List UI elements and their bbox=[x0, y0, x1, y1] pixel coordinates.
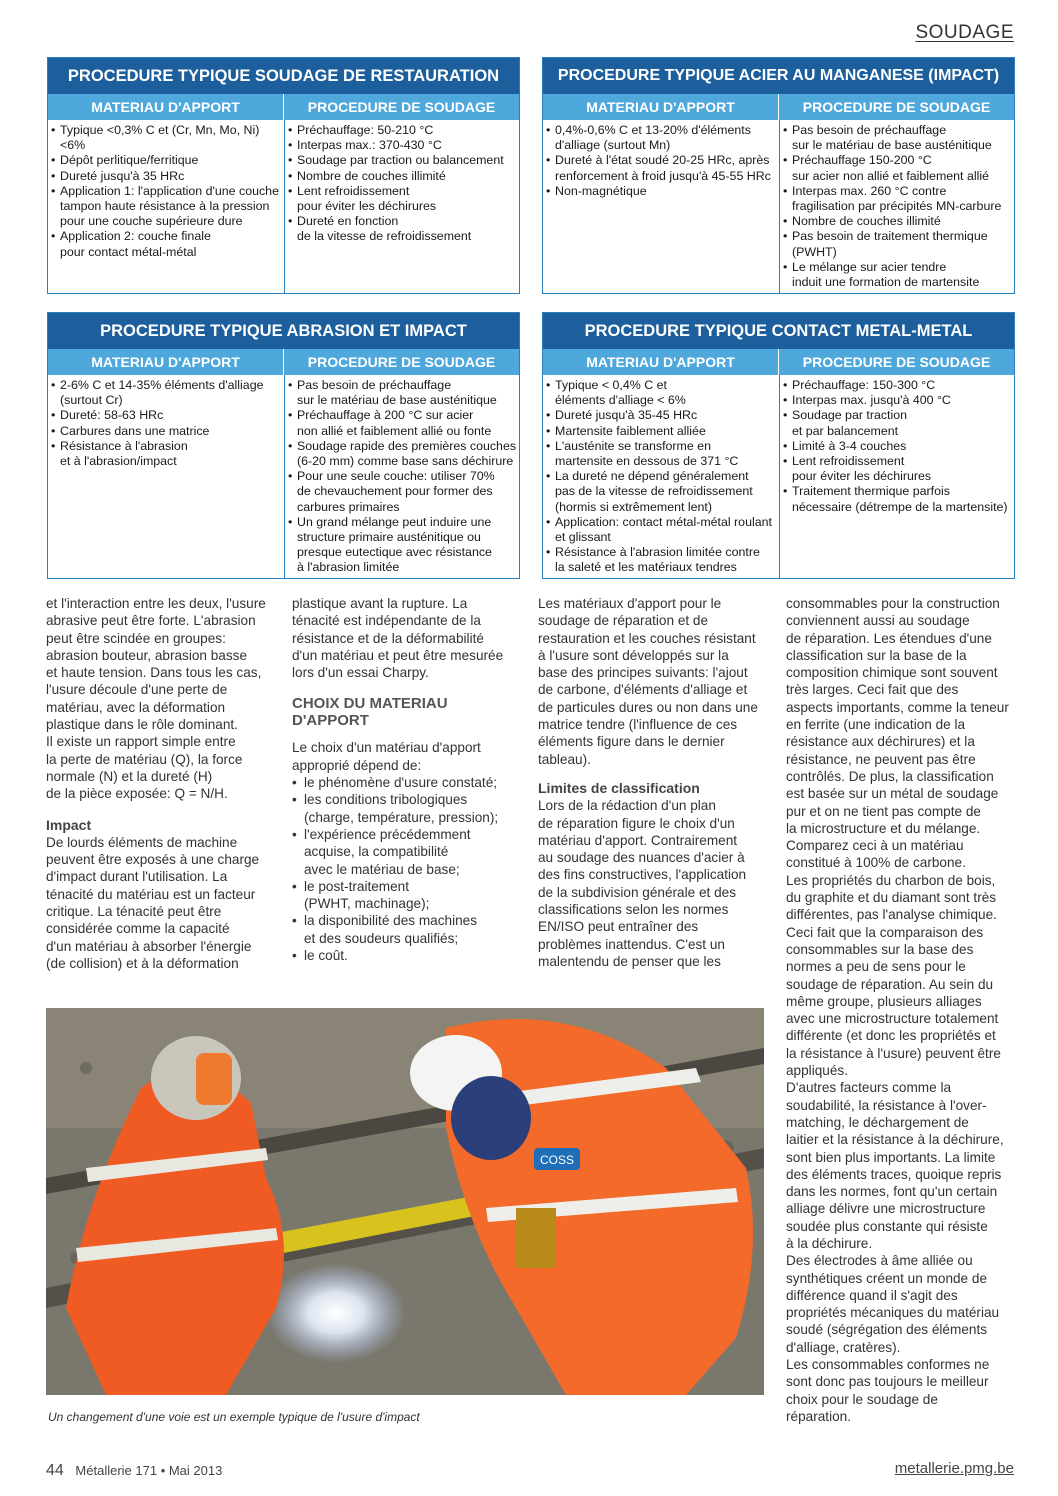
subheading: Impact bbox=[46, 816, 92, 833]
subheading: Limites de classification bbox=[538, 779, 700, 796]
column-header: MATERIAU D'APPORT bbox=[48, 94, 283, 120]
table-manganese bbox=[542, 57, 1015, 294]
list-item: • La dureté ne dépend généralement pas de la vitesse de refroidissement (hormis si extrêmement lent) bbox=[546, 469, 777, 515]
page-number: 44 bbox=[46, 1462, 64, 1479]
list-item: • Non-magnétique bbox=[546, 184, 777, 199]
list-item: • Pas besoin de préchauffage sur le matériau de base austénitique bbox=[288, 378, 517, 408]
list-item: • Dépôt perlitique/ferritique bbox=[51, 153, 282, 168]
list-item: • Le mélange sur acier tendre induit une formation de martensite bbox=[783, 260, 1012, 290]
list-item: • Dureté: 58-63 HRc bbox=[51, 408, 282, 423]
paragraph: Les matériaux d'apport pour le soudage de réparation et de restauration et les couches résistant à l'usure sont développés sur la base des principes suivants: l'ajout de carbone, d'éléments d'alliage et de particules dures ou non dans une matrice tendre (l'influence de ces éléments figure dans le dernier tableau). bbox=[538, 596, 758, 767]
table-list bbox=[783, 378, 1012, 515]
list-item: • Dureté jusqu'à 35-45 HRc bbox=[546, 408, 777, 423]
list-item: • Préchauffage 150-200 °C sur acier non allié et faiblement allié bbox=[783, 153, 1012, 183]
website-link[interactable]: metallerie.pmg.be bbox=[894, 1460, 1014, 1477]
list-item: • Nombre de couches illimité bbox=[288, 169, 517, 184]
list-item: • Résistance à l'abrasion et à l'abrasion/impact bbox=[51, 439, 282, 469]
table-list bbox=[51, 123, 282, 260]
table-list bbox=[288, 123, 517, 245]
table-contact-metal bbox=[542, 312, 1015, 579]
paragraph: Lors de la rédaction d'un plan de réparation figure le choix d'un matériau d'apport. Contrairement au soudage des nuances d'acier à des fins constructives, l'application de la subdivision générale et des classifications selon les normes EN/ISO peut entraîner des problèmes inattendus. C'est un malentendu de penser que les bbox=[538, 798, 747, 969]
criteria-list bbox=[292, 774, 524, 964]
list-item: • Pas besoin de traitement thermique (PWHT) bbox=[783, 229, 1012, 259]
list-item: • Résistance à l'abrasion limitée contre la saleté et les matériaux tendres bbox=[546, 545, 777, 575]
table-list bbox=[546, 378, 777, 576]
list-item: • Préchauffage: 50-210 °C bbox=[288, 123, 517, 138]
column-header: PROCEDURE DE SOUDAGE bbox=[778, 349, 1014, 375]
list-item: • le phénomène d'usure constaté; bbox=[292, 774, 524, 791]
list-item: • Lent refroidissement pour éviter les déchirures bbox=[783, 454, 1012, 484]
article-column-3 bbox=[538, 595, 770, 970]
list-item: • Dureté jusqu'à 35 HRc bbox=[51, 169, 282, 184]
list-item: • Martensite faiblement alliée bbox=[546, 424, 777, 439]
column-header: MATERIAU D'APPORT bbox=[48, 349, 283, 375]
table-abrasion-impact bbox=[47, 312, 520, 579]
paragraph: plastique avant la rupture. La ténacité est indépendante de la résistance et de la déformabilité d'un matériau et peut être mesurée lors d'un essai Charpy. bbox=[292, 596, 504, 681]
table-list bbox=[51, 378, 282, 469]
table-title: PROCEDURE TYPIQUE ACIER AU MANGANESE (IMPACT) bbox=[543, 58, 1014, 94]
table-restauration bbox=[47, 57, 520, 294]
issue-info: Métallerie 171 • Mai 2013 bbox=[75, 1463, 223, 1478]
list-item: • Application 2: couche finale pour contact métal-métal bbox=[51, 229, 282, 259]
list-item: • Limité à 3-4 couches bbox=[783, 439, 1012, 454]
article-column-2 bbox=[292, 595, 524, 964]
vest-badge: COSS bbox=[539, 1153, 575, 1167]
list-item: • Traitement thermique parfois nécessaire (détrempe de la martensite) bbox=[783, 484, 1012, 514]
article-column-1 bbox=[46, 595, 278, 972]
column-header: MATERIAU D'APPORT bbox=[543, 349, 778, 375]
list-item: • Soudage par traction ou balancement bbox=[288, 153, 517, 168]
photo-welders bbox=[46, 1008, 764, 1395]
table-title: PROCEDURE TYPIQUE ABRASION ET IMPACT bbox=[48, 313, 519, 349]
photo-caption: Un changement d'une voie est un exemple typique de l'usure d'impact bbox=[48, 1410, 420, 1424]
list-item: • Nombre de couches illimité bbox=[783, 214, 1012, 229]
column-header: PROCEDURE DE SOUDAGE bbox=[778, 94, 1014, 120]
photo-illustration bbox=[46, 1008, 764, 1395]
footer-left bbox=[46, 1462, 222, 1480]
list-item: • Application 1: l'application d'une couche tampon haute résistance à la pression pour une couche supérieure dure bbox=[51, 184, 282, 230]
list-item: • Un grand mélange peut induire une structure primaire austénitique ou presque eutectique avec résistance à l'abrasion limitée bbox=[288, 515, 517, 576]
list-item: • Pas besoin de préchauffage sur le matériau de base austénitique bbox=[783, 123, 1012, 153]
list-item: • 0,4%-0,6% C et 13-20% d'éléments d'alliage (surtout Mn) bbox=[546, 123, 777, 153]
list-item: • l'expérience précédemment acquise, la compatibilité avec le matériau de base; bbox=[292, 826, 524, 878]
list-item: • Typique < 0,4% C et éléments d'alliage < 6% bbox=[546, 378, 777, 408]
list-item: • Pour une seule couche: utiliser 70% de chevauchement pour former des carbures primaires bbox=[288, 469, 517, 515]
column-header: MATERIAU D'APPORT bbox=[543, 94, 778, 120]
list-item: • Soudage rapide des premières couches (6-20 mm) comme base sans déchirure bbox=[288, 439, 517, 469]
list-item: • les conditions tribologiques (charge, température, pression); bbox=[292, 791, 524, 826]
list-item: • Typique <0,3% C et (Cr, Mn, Mo, Ni) <6% bbox=[51, 123, 282, 153]
table-list bbox=[783, 123, 1012, 290]
list-item: • la disponibilité des machines et des soudeurs qualifiés; bbox=[292, 912, 524, 947]
list-item: • Lent refroidissement pour éviter les déchirures bbox=[288, 184, 517, 214]
list-item: • Dureté en fonction de la vitesse de refroidissement bbox=[288, 214, 517, 244]
list-item: • le post-traitement (PWHT, machinage); bbox=[292, 878, 524, 913]
list-item: • Interpas max. 260 °C contre fragilisation par précipités MN-carbure bbox=[783, 184, 1012, 214]
list-item: • Dureté à l'état soudé 20-25 HRc, après renforcement à froid jusqu'à 45-55 HRc bbox=[546, 153, 777, 183]
list-item: • 2-6% C et 14-35% éléments d'alliage (surtout Cr) bbox=[51, 378, 282, 408]
list-item: • Interpas max. jusqu'à 400 °C bbox=[783, 393, 1012, 408]
subheading: CHOIX DU MATERIAU D'APPORT bbox=[292, 695, 448, 730]
table-list bbox=[288, 378, 517, 576]
paragraph: et l'interaction entre les deux, l'usure abrasive peut être forte. L'abrasion peut être scindée en groupes: abrasion bouteur, abrasion basse et haute tension. Dans tous les cas, l'usure découle d'une perte de matériau, avec la déformation plastique dans le rôle dominant. Il existe un rapport simple entre la perte de matériau (Q), la force normale (N) et la dureté (H) de la pièce exposée: Q = N/H. bbox=[46, 596, 266, 802]
list-item: • Préchauffage: 150-300 °C bbox=[783, 378, 1012, 393]
list-item: • Application: contact métal-métal roulant et glissant bbox=[546, 515, 777, 545]
column-header: PROCEDURE DE SOUDAGE bbox=[283, 349, 519, 375]
list-item: • Interpas max.: 370-430 °C bbox=[288, 138, 517, 153]
table-list bbox=[546, 123, 777, 199]
list-item: • Préchauffage à 200 °C sur acier non allié et faiblement allié ou fonte bbox=[288, 408, 517, 438]
paragraph: consommables pour la construction conviennent aussi au soudage de réparation. Les étendues d'une classification sur la base de la composition chimique sont souvent très larges. Ceci fait que des aspects importants, comme la teneur en ferrite (une indication de la résistance aux déchirures) et la résistance, ne peuvent pas être contrôlés. De plus, la classification est basée sur un métal de soudage pur et on ne tient pas compte de la microstructure et du mélange. Comparez ceci à un matériau constitué à 100% de carbone. Les propriétés du charbon de bois, du graphite et du diamant sont très différentes, pas l'analyse chimique. Ceci fait que la comparaison des consommables sur la base des normes a peu de sens pour le soudage de réparation. Au sein du même groupe, plusieurs alliages avec une microstructure totalement différente (et donc les propriétés et la résistance à l'usure) peuvent être appliqués. D'autres facteurs comme la soudabilité, la résistance à l'over- matching, le déchargement de laitier et la résistance à la déchirure, sont bien plus importants. La limite des éléments traces, quoique repris dans les normes, font qu'un certain alliage délivre une microstructure soudée plus constante qui résiste à la déchirure. Des électrodes à âme alliée ou synthétiques créent un monde de différence quand il s'agit des propriétés mécaniques du matériau soudé (ségrégation des éléments d'alliage, cratères). Les consommables conformes ne sont donc pas toujours le meilleur choix pour le soudage de réparation. bbox=[786, 596, 1009, 1424]
column-header: PROCEDURE DE SOUDAGE bbox=[283, 94, 519, 120]
list-item: • L'austénite se transforme en martensite en dessous de 371 °C bbox=[546, 439, 777, 469]
table-title: PROCEDURE TYPIQUE CONTACT METAL-METAL bbox=[543, 313, 1014, 349]
list-item: • Carbures dans une matrice bbox=[51, 424, 282, 439]
list-item: • le coût. bbox=[292, 947, 524, 964]
article-column-4 bbox=[786, 595, 1018, 1425]
table-title: PROCEDURE TYPIQUE SOUDAGE DE RESTAURATION bbox=[48, 58, 519, 94]
section-label: SOUDAGE bbox=[915, 22, 1014, 43]
paragraph: De lourds éléments de machine peuvent être exposés à une charge d'impact durant l'utilisation. La ténacité du matériau est un facteur critique. La ténacité peut être considérée comme la capacité d'un matériau à absorber l'énergie (de collision) et à la déformation bbox=[46, 834, 260, 971]
paragraph: Le choix d'un matériau d'apport approprié dépend de: bbox=[292, 740, 481, 773]
list-item: • Soudage par traction et par balancement bbox=[783, 408, 1012, 438]
